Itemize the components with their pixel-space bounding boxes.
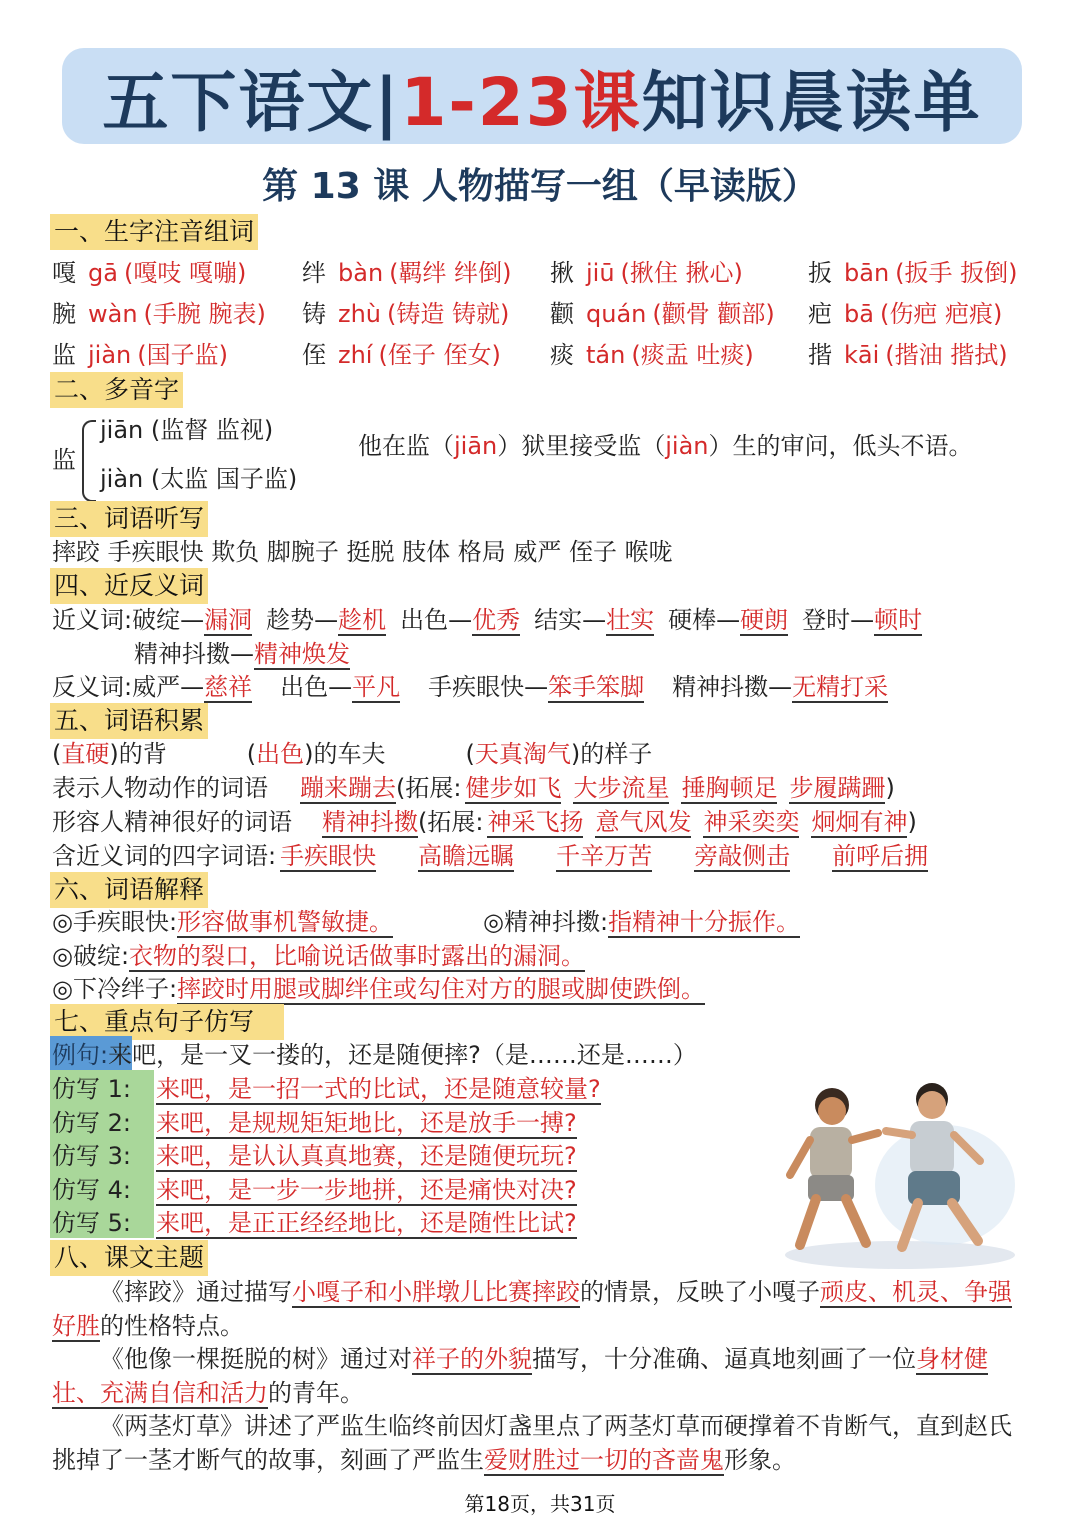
synonym-word: 精神抖擞—: [134, 640, 254, 668]
pinyin: zhí: [338, 341, 373, 369]
polyphone-reading-2: jiàn (太监 国子监): [100, 465, 298, 493]
close-paren: ): [885, 774, 895, 802]
pair-word: 硬棒—: [668, 606, 741, 634]
char: 腕: [52, 300, 76, 328]
polyphone-sentence: [358, 429, 973, 463]
imitation-line: [52, 1072, 601, 1106]
imitation-line: [52, 1139, 577, 1173]
wrestling-boys-illustration: [770, 1065, 1025, 1270]
char-entry: [550, 297, 775, 331]
extend-label: (拓展:: [396, 774, 462, 802]
words: (颧骨 颧部): [652, 300, 775, 328]
synonym-line-2: [134, 637, 350, 671]
spirit-words-line: [52, 805, 917, 839]
fill-part: )的背: [109, 740, 167, 768]
words-label: 形容人精神很好的词语: [52, 808, 292, 836]
pinyin: bā: [844, 300, 874, 328]
pair-answer: 漏洞: [204, 606, 253, 634]
imitation-text: 来吧，是一步一步地拼，还是痛快对决?: [156, 1175, 577, 1204]
theme-paragraph-1: [52, 1275, 1032, 1343]
section-header-6: 六、词语解释: [50, 872, 208, 908]
fill-part: )的样子: [570, 740, 653, 768]
char-entry: [52, 297, 266, 331]
imitation-line: [52, 1173, 577, 1207]
explain-term: ◎精神抖擞:: [483, 908, 609, 936]
polyphone-reading-1: jiān (监督 监视): [100, 416, 274, 444]
word-item: 捶胸顿足: [681, 774, 778, 802]
page-number: 第18页，共31页: [464, 1492, 616, 1516]
antonym-line: [52, 670, 888, 704]
synonym-answer: 精神焕发: [254, 640, 350, 668]
imitation-label: 仿写 4:: [52, 1175, 131, 1204]
pair-answer: 趁机: [338, 606, 387, 634]
pinyin: quán: [586, 300, 647, 328]
pinyin: bàn: [338, 259, 384, 287]
pinyin: wàn: [88, 300, 138, 328]
words: (铸造 铸就): [387, 300, 510, 328]
pinyin: jiū: [586, 259, 615, 287]
char-entry: [808, 297, 1002, 331]
explain-def: 摔跤时用腿或脚绊住或勾住对方的腿或脚使跌倒。: [177, 975, 706, 1003]
title-banner: [62, 48, 1022, 144]
pair-answer: 壮实: [606, 606, 655, 634]
pair-word: 登时—: [802, 606, 875, 634]
word-item: 手疾眼快: [280, 842, 377, 870]
explain-def: 形容做事机警敏捷。: [177, 908, 394, 936]
words: (嘎吱 嘎嘣): [123, 259, 247, 287]
polyphone-char: 监: [52, 446, 76, 474]
pair-word: 威严—: [132, 673, 205, 701]
theme-text: 的青年。: [268, 1379, 364, 1407]
fill-answer: 直硬: [61, 740, 110, 768]
char: 绊: [302, 259, 326, 287]
word-item: 高瞻远瞩: [418, 842, 515, 870]
word-item: 炯炯有神: [811, 808, 908, 836]
pair-answer: 无精打采: [792, 673, 889, 701]
fill-answer: 天真淘气: [474, 740, 571, 768]
explain-def: 衣物的裂口，比喻说话做事时露出的漏洞。: [129, 942, 586, 970]
words-answer: 蹦来蹦去: [300, 774, 396, 802]
word-item: 意气风发: [595, 808, 692, 836]
example-sentence: [52, 1038, 697, 1072]
pair-word: 精神抖擞—: [672, 673, 793, 701]
section-header-7: 七、重点句子仿写: [50, 1004, 284, 1040]
words: (揩油 揩拭): [885, 341, 1008, 369]
imitation-text: 来吧，是规规矩矩地比，还是放手一搏?: [156, 1108, 577, 1137]
word-item: 千辛万苦: [556, 842, 653, 870]
char: 扳: [808, 259, 832, 287]
word-item: 前呼后拥: [832, 842, 929, 870]
pinyin: jiàn: [88, 341, 132, 369]
imitation-label: 仿写 2:: [52, 1108, 131, 1137]
section-header-1: 一、生字注音组词: [50, 214, 258, 250]
theme-text: 《他像一棵挺脱的树》通过对: [100, 1345, 412, 1373]
title-part2: 1-23课: [400, 63, 642, 141]
imitation-label: 仿写 3:: [52, 1142, 131, 1170]
fill-part: )的车夫: [304, 740, 386, 768]
pinyin: tán: [586, 341, 626, 369]
pair-answer: 平凡: [352, 673, 401, 701]
char: 铸: [302, 300, 326, 328]
char: 颧: [550, 300, 574, 328]
theme-text: 的情景，反映了小嘎子: [580, 1278, 820, 1306]
words: (痰盂 吐痰): [631, 341, 754, 369]
theme-paragraph-3: [52, 1409, 1032, 1477]
explain-def: 指精神十分振作。: [608, 908, 801, 936]
theme-text: 形象。: [724, 1446, 796, 1474]
char: 疤: [808, 300, 832, 328]
dictation-words: 摔跤 手疾眼快 欺负 脚腕子 挺脱 肢体 格局 威严 侄子 喉咙: [52, 538, 673, 566]
imitation-line: [52, 1106, 577, 1140]
words: (手腕 腕表): [143, 300, 266, 328]
words: (伤疤 疤痕): [879, 300, 1003, 328]
word-item: 健步如飞: [465, 774, 562, 802]
words: (扳手 扳倒): [895, 259, 1018, 287]
words: (揪住 揪心): [620, 259, 743, 287]
explain-term: ◎下冷绊子:: [52, 975, 178, 1003]
title-part1: 五下语文|: [102, 63, 401, 141]
char-entry: [808, 338, 1008, 372]
section-header-5: 五、词语积累: [50, 703, 208, 739]
word-item: 步履蹒跚: [789, 774, 886, 802]
char-entry: [550, 256, 743, 290]
imitation-label: 仿写 5:: [52, 1209, 131, 1237]
pair-answer: 笨手笨脚: [548, 673, 645, 701]
fill-part: (: [246, 740, 257, 768]
char-entry: [302, 256, 512, 290]
section-header-3: 三、词语听写: [50, 501, 208, 537]
pair-word: 趁势—: [266, 606, 339, 634]
antonym-label: 反义词:: [52, 673, 133, 701]
section-header-2: 二、多音字: [50, 372, 183, 408]
char: 痰: [550, 341, 574, 369]
example-text: 来吧，是一叉一搂的，还是随便摔?（是……还是……）: [108, 1041, 697, 1069]
sentence-part: 他在监（: [358, 432, 454, 460]
theme-text: 描写，十分准确、逼真地刻画了一位: [532, 1345, 916, 1373]
theme-answer: 小嘎子和小胖墩儿比赛摔跤: [292, 1278, 580, 1306]
brace: [82, 420, 96, 502]
synonym-line: [52, 603, 922, 637]
close-paren: ): [907, 808, 917, 836]
theme-text: 的性格特点。: [100, 1312, 244, 1340]
fill-answer: 出色: [256, 740, 305, 768]
fill-part: (: [465, 740, 475, 768]
title-part3: 知识晨读单: [641, 63, 982, 141]
example-label: 例句:: [52, 1041, 109, 1069]
pair-word: 破绽—: [132, 606, 205, 634]
theme-text: 《摔跤》通过描写: [100, 1278, 292, 1306]
theme-answer: 祥子的外貌: [412, 1345, 532, 1373]
pair-word: 手疾眼快—: [428, 673, 549, 701]
sentence-pinyin: jiān: [454, 432, 498, 460]
section-header-4: 四、近反义词: [50, 568, 208, 604]
sentence-part: ）狱里接受监（: [497, 432, 666, 460]
pair-answer: 慈祥: [204, 673, 253, 701]
theme-text: 《两茎灯草》讲述了严监生临终前因灯盏里点了两茎灯草而硬撑着不肯断气，直到赵氏挑掉了一茎才断气的故事，刻画了严监生: [52, 1412, 1012, 1474]
word-item: 神采飞扬: [487, 808, 584, 836]
synonym-idioms-line: [52, 839, 928, 873]
fill-part: (: [52, 740, 62, 768]
char: 嘎: [52, 259, 76, 287]
char-entry: [550, 338, 754, 372]
explain-line-1: [52, 905, 800, 939]
sentence-part: ）生的审问，低头不语。: [708, 432, 973, 460]
synonym-label: 近义词:: [52, 606, 133, 634]
pair-answer: 优秀: [472, 606, 521, 634]
theme-answer: 爱财胜过一切的吝啬鬼: [484, 1446, 724, 1474]
words-answer: 精神抖擞: [322, 808, 418, 836]
section-header-8: 八、课文主题: [50, 1240, 208, 1276]
char: 监: [52, 341, 76, 369]
word-item: 大步流星: [573, 774, 670, 802]
char: 揩: [808, 341, 832, 369]
fill-line: [52, 737, 652, 771]
words-label: 表示人物动作的词语: [52, 774, 268, 802]
action-words-line: [52, 771, 895, 805]
explain-term: ◎手疾眼快:: [52, 908, 178, 936]
imitation-label: 仿写 1:: [52, 1075, 131, 1103]
extend-label: (拓展:: [418, 808, 484, 836]
sentence-pinyin: jiàn: [665, 432, 709, 460]
imitation-line: [52, 1206, 577, 1240]
word-item: 旁敲侧击: [694, 842, 791, 870]
pair-word: 结实—: [534, 606, 607, 634]
char-entry: [808, 256, 1018, 290]
imitation-text: 来吧，是认认真真地赛，还是随便玩玩?: [156, 1142, 577, 1170]
char: 揪: [550, 259, 574, 287]
word-item: 神采奕奕: [703, 808, 800, 836]
words: (羁绊 绊倒): [389, 259, 512, 287]
imitation-text: 来吧，是一招一式的比试，还是随意较量?: [156, 1075, 601, 1103]
explain-line-3: [52, 972, 705, 1006]
explain-line-2: [52, 939, 585, 973]
pair-word: 出色—: [400, 606, 473, 634]
words: (侄子 侄女): [378, 341, 501, 369]
imitation-text: 来吧，是正正经经地比，还是随性比试?: [156, 1209, 577, 1237]
theme-paragraph-2: [52, 1342, 1032, 1410]
words-label: 含近义词的四字词语:: [52, 842, 277, 870]
pair-word: 出色—: [280, 673, 353, 701]
char-entry: [52, 256, 246, 290]
char: 侄: [302, 341, 326, 369]
char-entry: [302, 338, 501, 372]
theme-answer: 身材健壮、充满自信和活力: [52, 1345, 988, 1407]
pinyin: zhù: [338, 300, 382, 328]
lesson-subtitle: 第 13 课 人物描写一组（早读版）: [262, 166, 818, 207]
pinyin: kāi: [844, 341, 880, 369]
char-entry: [302, 297, 509, 331]
explain-term: ◎破绽:: [52, 942, 130, 970]
pinyin: bān: [844, 259, 890, 287]
pair-answer: 顿时: [874, 606, 923, 634]
char-entry: [52, 338, 228, 372]
pair-answer: 硬朗: [740, 606, 789, 634]
pinyin: gā: [88, 259, 118, 287]
theme-answer: 顽皮、机灵、争强好胜: [52, 1278, 1012, 1340]
words: (国子监): [137, 341, 228, 369]
